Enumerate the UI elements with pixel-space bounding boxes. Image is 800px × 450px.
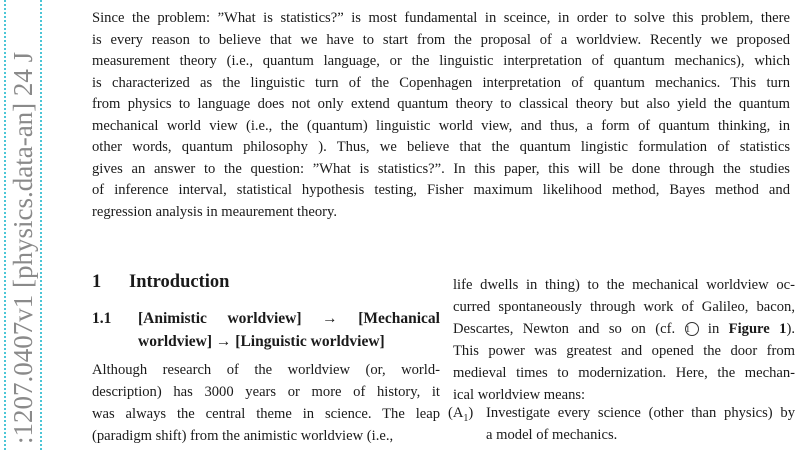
circled-number: 1 [685,322,699,336]
subsection-title-line1: [Animistic worldview] → [Mechanical [138,310,440,327]
paragraph-line: (paradigm shift) from the animistic worldview (i.e., [92,428,394,444]
list-label [448,404,473,428]
dotted-border-right [40,0,42,450]
paragraph-line [453,320,795,338]
abstract-line: measurement theory (i.e., quantum language, or the linguistic interpretation of quantum mechanics), which [92,53,790,69]
abstract-line: is every reason to believe that we have to start from the proposal of a worldview. Recently we proposed [92,32,790,48]
subsection-number: 1.1 [92,310,112,327]
text: (A [448,405,464,421]
paragraph-line: curred spontaneously through work of Galileo, bacon, [453,299,795,315]
arxiv-identifier: :1207.0407v1 [physics.data-an] 24 J [8,51,38,444]
paragraph-line: Although research of the worldview (or, world- [92,362,440,378]
paragraph-line: This power was greatest and opened the door from [453,343,795,359]
dotted-border-left [4,0,6,450]
section-title: Introduction [129,272,230,292]
abstract-line: gives an answer to the question: ”What is statistics?”. In this paper, this will be done through the studies [92,161,790,177]
text: in [707,321,720,337]
abstract-line: is characterized as the linguistic turn of the Copenhagen interpretation of quantum mechanics. This turn [92,75,790,91]
list-item-line: a model of mechanics. [486,427,618,443]
abstract-line: of inference interval, statistical hypothesis testing, Fisher maximum likelihood method, Bayes method and [92,182,790,198]
abstract-line: mechanical world view (i.e., the (quantum) linguistic world view, and thus, a form of quantum thinking, in [92,118,790,134]
subsection-title-line2: worldview] → [Linguistic worldview] [138,333,385,350]
paragraph-line: description) has 3000 years or more of history, it [92,384,440,400]
text: ) [468,405,474,421]
text: Descartes, Newton and so on (cf. [453,321,676,337]
abstract-line: Since the problem: ”What is statistics?” is most fundamental in sceince, in order to solve this problem, there [92,10,790,26]
section-heading [92,272,229,293]
abstract-line: regression analysis in meaurement theory. [92,204,338,220]
figure-reference[interactable]: Figure 1 [728,321,787,337]
abstract-line: other words, quantum philosophy ). Thus, we believe that the quantum lingistic formulation of statistics [92,139,790,155]
text: ). [786,321,795,337]
paragraph-line: medieval times to modernization. Here, the mechan- [453,365,795,381]
subscript: 1 [463,412,469,424]
paragraph-line: was always the central theme in science. The leap [92,406,440,422]
paragraph-line: life dwells in thing) to the mechanical worldview oc- [453,277,795,293]
list-item-line: Investigate every science (other than physics) by [486,405,795,421]
section-number: 1 [92,272,102,292]
paragraph-line: ical worldview means: [453,387,586,403]
abstract-line: from physics to language does not only extend quantum theory to classical theory but also yield the quantum [92,96,790,112]
arxiv-margin-stamp [0,0,46,450]
